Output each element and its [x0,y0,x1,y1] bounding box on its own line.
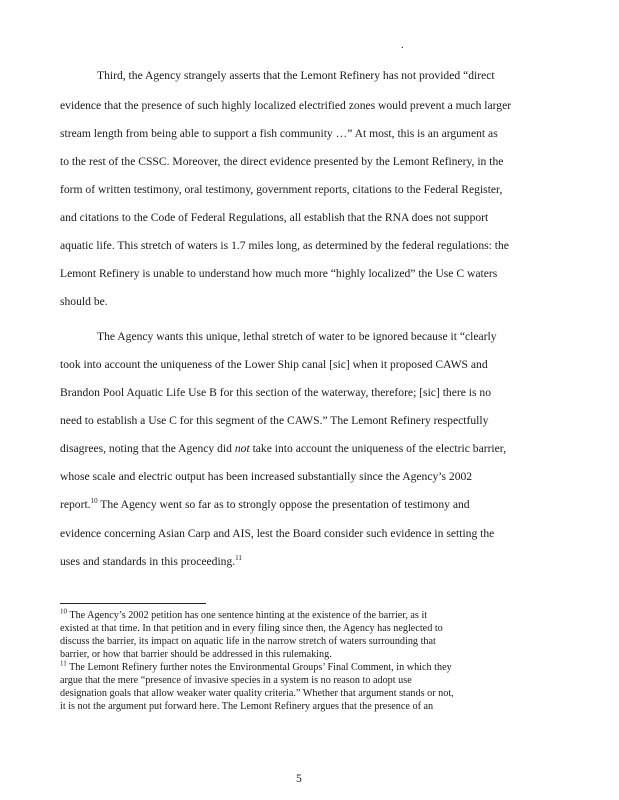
text-line: evidence that the presence of such highly localized electrified zones would prevent a much larger [60,99,512,112]
footnote-line: argue that the mere “presence of invasive species in a system is no reason to adopt use [60,675,412,686]
footnote-line: discuss the barrier, its impact on aquatic life in the narrow stretch of waters surrounding that [60,636,436,647]
footnote-ref-10[interactable]: 10 [90,497,98,506]
text-line: and citations to the Code of Federal Regulations, all establish that the RNA does not support [60,211,489,224]
text-line: to the rest of the CSSC. Moreover, the direct evidence presented by the Lemont Refinery, in the [60,155,504,168]
footnote-text: The Lemont Refinery further notes the Environmental Groups’ Final Comment, in which they [66,662,452,673]
emphasis-not: not [234,442,250,455]
text-line: Third, the Agency strangely asserts that the Lemont Refinery has not provided “direct [97,69,495,82]
footnote-line: barrier, or how that barrier should be addressed in this rulemaking. [60,649,332,660]
text-run: report. [60,498,91,511]
footnote-line: it is not the argument put forward here. The Lemont Refinery argues that the presence of an [60,701,434,712]
text-line [60,555,242,569]
top-mark: . [401,39,404,51]
text-line: Lemont Refinery is unable to understand how much more “highly localized” the Use C waters [60,267,498,280]
footnote-marker: 11 [60,659,67,668]
footnote-divider [60,603,206,604]
page-number: 5 [296,772,302,785]
text-line: need to establish a Use C for this segment of the CAWS.” The Lemont Refinery respectfully [60,414,489,427]
text-run: The Agency went so far as to strongly oppose the presentation of testimony and [97,498,470,511]
footnote-line: designation goals that allow weaker water quality criteria.” Whether that argument stands or not, [60,688,454,699]
text-line: Brandon Pool Aquatic Life Use B for this section of the waterway, therefore; [sic] there is no [60,386,491,399]
text-line: took into account the uniqueness of the Lower Ship canal [sic] when it proposed CAWS and [60,358,488,371]
footnote-line: existed at that time. In that petition and in every filing since then, the Agency has neglected to [60,623,443,634]
text-line: aquatic life. This stretch of waters is 1.7 miles long, as determined by the federal regulations: the [60,239,509,252]
text-line: form of written testimony, oral testimony, government reports, citations to the Federal Register, [60,183,503,196]
text-line: evidence concerning Asian Carp and AIS, lest the Board consider such evidence in setting the [60,527,495,540]
text-line [60,442,506,456]
text-run: take into account the uniqueness of the electric barrier, [249,442,507,455]
footnote-line [60,607,428,622]
footnote-marker: 10 [60,607,67,616]
text-line: The Agency wants this unique, lethal stretch of water to be ignored because it “clearly [97,330,497,343]
text-run: uses and standards in this proceeding. [60,555,236,568]
text-run: disagrees, noting that the Agency did [60,442,235,455]
footnote-text: The Agency’s 2002 petition has one sentence hinting at the existence of the barrier, as it [67,610,428,621]
text-line [60,498,470,512]
footnote-line [60,659,452,674]
text-line: stream length from being able to support a fish community …” At most, this is an argument as [60,127,498,140]
footnote-ref-11[interactable]: 11 [235,554,242,563]
text-line: should be. [60,295,108,308]
text-line: whose scale and electric output has been increased substantially since the Agency’s 2002 [60,470,473,483]
